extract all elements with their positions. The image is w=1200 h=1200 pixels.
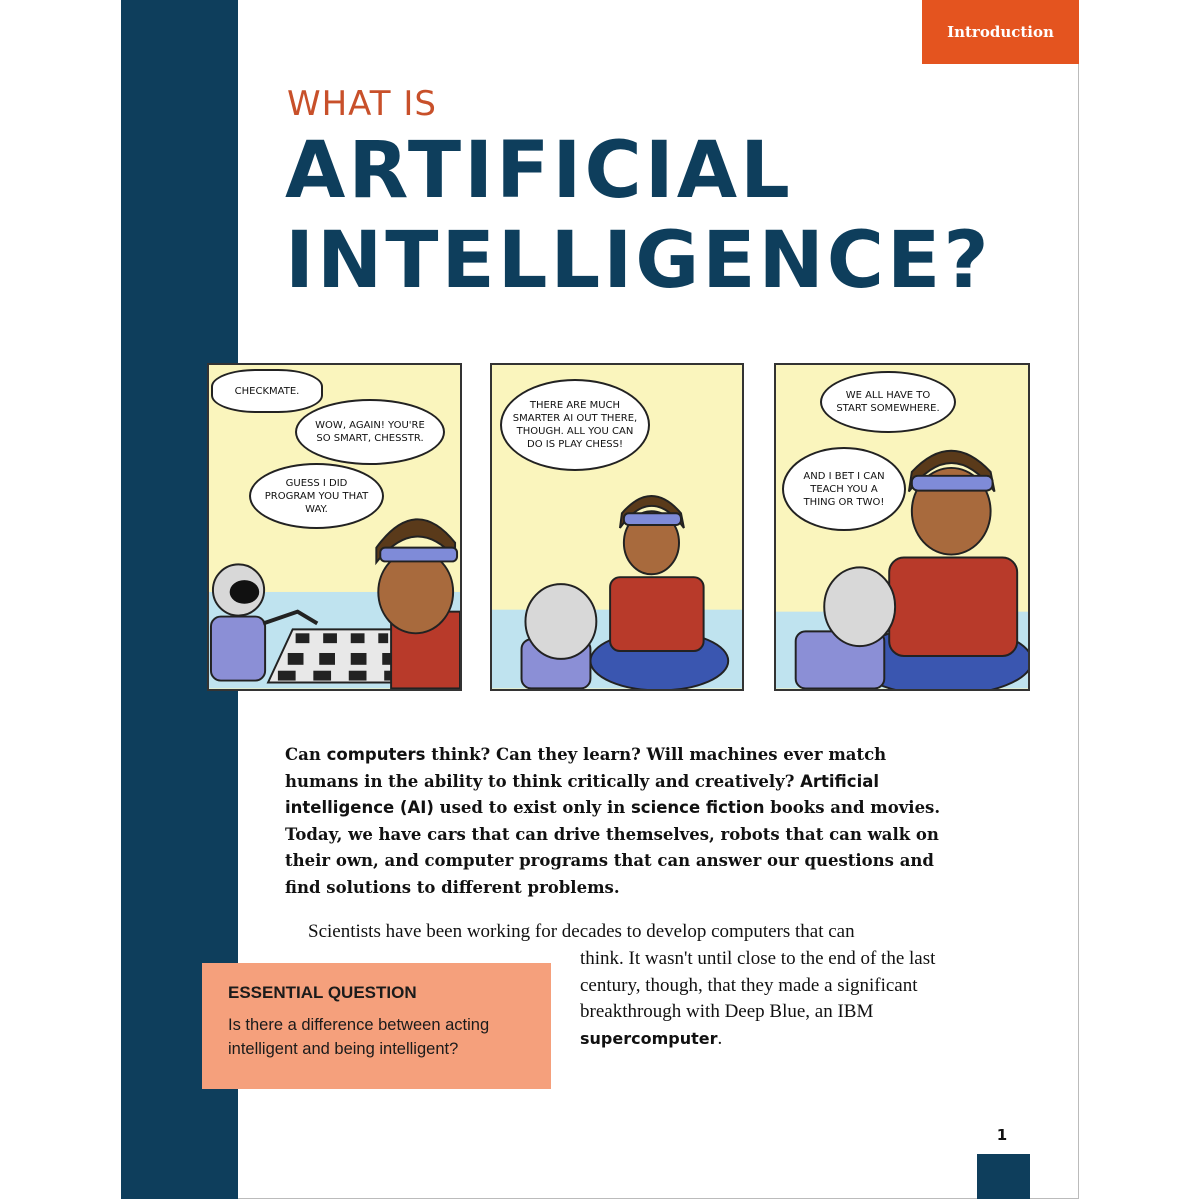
section-tab-label: Introduction [947,23,1054,41]
text-run: . [717,1027,723,1049]
title-line-1: ARTIFICIAL [285,126,793,216]
paragraph-2-continued [580,946,980,1052]
text-run: think? Can they learn? Will machines ever match humans in the ability to think critically and creatively? [285,745,887,791]
comic-panel-2 [490,363,744,691]
text-run: used to exist only in [433,798,631,817]
glossary-term: Artificial intelligence (AI) [285,771,880,817]
glossary-term: computers [326,745,426,764]
speech-bubble: CHECKMATE. [211,369,323,413]
title-line-2: INTELLIGENCE? [285,216,992,306]
text-run: think. It wasn't until close to the end of the last century, though, that they made a significant breakthrough with Deep Blue, an IBM [580,948,936,1022]
speech-bubble: THERE ARE MUCH SMARTER AI OUT THERE, THOUGH. ALL YOU CAN DO IS PLAY CHESS! [500,379,650,471]
page-number-block [977,1154,1030,1199]
section-tab [922,0,1079,64]
text-run: Can [285,745,327,764]
speech-bubble: WOW, AGAIN! YOU'RE SO SMART, CHESSTR. [295,399,445,465]
speech-bubble: GUESS I DID PROGRAM YOU THAT WAY. [249,463,384,529]
title-kicker: WHAT IS [287,84,437,124]
comic-panel-1 [207,363,462,691]
speech-bubble: WE ALL HAVE TO START SOMEWHERE. [820,371,956,433]
comic-panel-3 [774,363,1030,691]
essential-question-box [202,963,551,1089]
page-title [285,126,992,306]
glossary-term: science fiction [630,798,765,817]
page-number: 1 [996,1126,1008,1144]
glossary-term: supercomputer [580,1028,718,1048]
paragraph-2-first-line: Scientists have been working for decades to develop computers that can [308,921,855,942]
speech-bubble: AND I BET I CAN TEACH YOU A THING OR TWO! [782,447,906,531]
essential-question-text: Is there a difference between acting intelligent and being intelligent? [228,1016,490,1058]
essential-question-title: ESSENTIAL QUESTION [228,983,417,1002]
intro-paragraph [285,742,955,901]
text-run: books and movies. Today, we have cars that can drive themselves, robots that can walk on their own, and computer programs that can answer our questions and find solutions to different problems. [285,798,941,897]
